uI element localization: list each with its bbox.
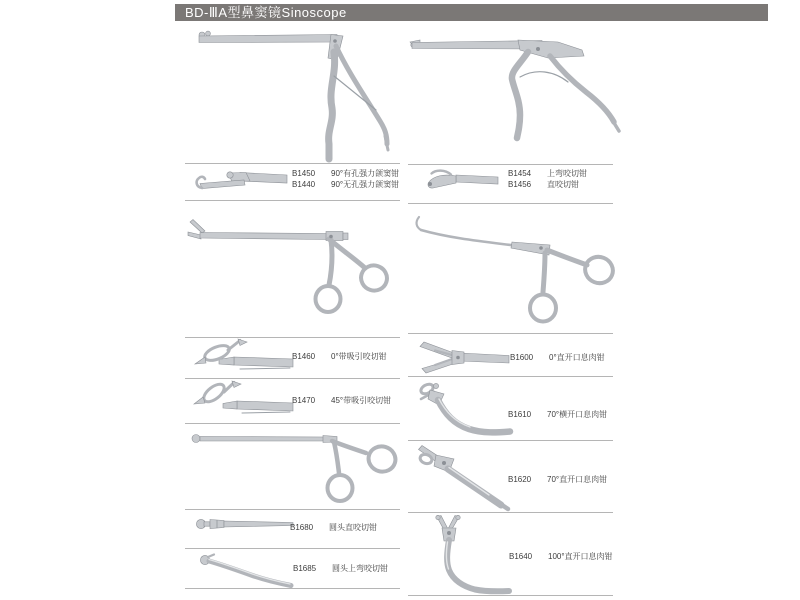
divider	[408, 595, 613, 596]
divider	[185, 200, 400, 201]
product-code: B1640	[509, 552, 533, 561]
tip-photo-b1620-icon	[413, 443, 513, 511]
product-label-b1620	[508, 474, 607, 485]
product-code: B1454	[508, 169, 532, 178]
product-code: B1685	[293, 564, 317, 573]
product-code: B1600	[510, 353, 534, 362]
divider	[408, 512, 613, 513]
divider	[185, 163, 400, 164]
tip-photo-b1470-icon	[190, 380, 295, 421]
divider	[185, 337, 400, 338]
product-code: B1610	[508, 410, 532, 419]
product-label-b1460	[292, 351, 387, 362]
divider	[408, 376, 613, 377]
product-name: 90°有孔强力颌窦钳	[331, 169, 400, 178]
product-name: 直咬切钳	[547, 180, 579, 189]
tip-photo-b1685-icon	[195, 552, 295, 588]
divider	[185, 378, 400, 379]
product-label-b1600	[510, 352, 605, 363]
divider	[408, 440, 613, 441]
product-code: B1450	[292, 169, 316, 178]
page-title-bar	[175, 4, 768, 21]
instrument-photo-backbiting-punch-forceps-icon	[408, 30, 653, 142]
divider	[185, 509, 400, 510]
product-name: 100°直开口息肉钳	[548, 552, 613, 561]
divider	[185, 423, 400, 424]
label-group-b1450-b1440	[292, 168, 399, 190]
tip-photo-b1610-icon	[413, 379, 513, 438]
product-name: 0°直开口息肉钳	[549, 353, 605, 362]
tip-photo-b1600-icon	[412, 339, 512, 377]
divider	[408, 333, 613, 334]
instrument-photo-straight-biting-forceps-icon	[185, 212, 405, 332]
product-label-b1450	[292, 168, 399, 179]
instrument-photo-pistol-punch-forceps-icon	[185, 28, 400, 163]
instrument-photo-curved-shaft-forceps-icon	[408, 215, 653, 333]
tip-photo-b1460-icon	[190, 338, 295, 378]
product-code: B1440	[292, 180, 316, 189]
product-label-b1680	[290, 522, 377, 533]
product-label-b1685	[293, 563, 388, 574]
product-label-b1470	[292, 395, 391, 406]
product-label-b1454	[508, 168, 587, 179]
product-name: 70°直开口息肉钳	[547, 475, 608, 484]
product-code: B1460	[292, 352, 316, 361]
product-name: 圆头直咬切钳	[329, 523, 377, 532]
product-name: 45°带吸引咬切钳	[331, 396, 392, 405]
divider	[185, 548, 400, 549]
product-name: 圆头上弯咬切钳	[332, 564, 388, 573]
label-group-b1454-b1456	[508, 168, 587, 190]
product-name: 0°带吸引咬切钳	[331, 352, 387, 361]
divider	[185, 588, 400, 589]
product-code: B1456	[508, 180, 532, 189]
product-name: 70°横开口息肉钳	[547, 410, 608, 419]
product-name: 90°无孔强力颌窦钳	[331, 180, 400, 189]
page-title: BD-ⅢA型鼻窦镜Sinoscope	[185, 5, 347, 20]
product-code: B1620	[508, 475, 532, 484]
tip-photo-b1680-icon	[192, 513, 297, 535]
tip-photo-b1640-icon	[413, 514, 513, 594]
divider	[408, 164, 613, 165]
product-code: B1680	[290, 523, 314, 532]
tip-photo-b1450-icon	[190, 167, 290, 197]
product-code: B1470	[292, 396, 316, 405]
product-label-b1610	[508, 409, 607, 420]
product-label-b1640	[509, 551, 613, 562]
product-name: 上弯咬切钳	[547, 169, 587, 178]
product-label-b1440	[292, 179, 399, 190]
product-label-b1456	[508, 179, 587, 190]
tip-photo-b1454-icon	[420, 167, 500, 197]
divider	[408, 203, 613, 204]
